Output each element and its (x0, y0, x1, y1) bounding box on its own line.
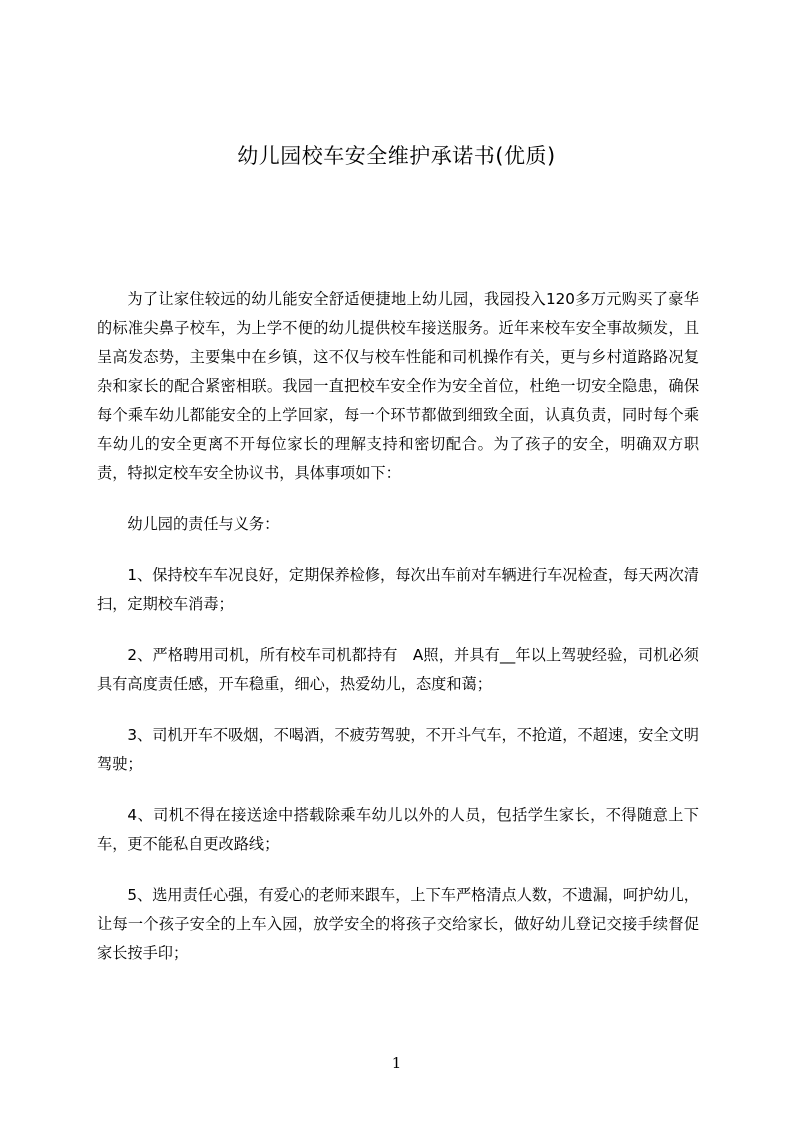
paragraph-gap (97, 488, 699, 510)
paragraph-gap (97, 699, 699, 721)
duty-item-4: 4、司机不得在接送途中搭载除乘车幼儿以外的人员，包括学生家长，不得随意上下车，更不能私自更改路线； (97, 806, 699, 853)
paragraph-gap (97, 619, 699, 641)
paragraph-gap (97, 539, 699, 561)
duty-item-5: 5、选用责任心强，有爱心的老师来跟车，上下车严格清点人数，不遗漏，呵护幼儿，让每一个孩子安全的上车入园，放学安全的将孩子交给家长，做好幼儿登记交接手续督促家长按手印； (97, 886, 699, 962)
document-title: 幼儿园校车安全维护承诺书(优质) (237, 144, 556, 168)
duty-item-1: 1、保持校车车况良好，定期保养检修，每次出车前对车辆进行车况检查，每天两次清扫，定期校车消毒； (97, 566, 699, 613)
paragraph-gap (97, 859, 699, 881)
paragraph-gap (97, 779, 699, 801)
intro-paragraph: 为了让家住较远的幼儿能安全舒适便捷地上幼儿园，我园投入120多万元购买了豪华的标准尖鼻子校车，为上学不便的幼儿提供校车接送服务。近年来校车安全事故频发，且呈高发态势，主要集中在乡镇，这不仅与校车性能和司机操作有关，更与乡村道路路况复杂和家长的配合紧密相联。我园一直把校车安全作为安全首位，杜绝一切安全隐患，确保每个乘车幼儿都能安全的上学回家，每一个环节都做到细致全面，认真负责，同时每个乘车幼儿的安全更离不开每位家长的理解支持和密切配合。为了孩子的安全，明确双方职责，特拟定校车安全协议书，具体事项如下： (97, 290, 699, 482)
duty-item-3: 3、司机开车不吸烟，不喝酒，不疲劳驾驶，不开斗气车，不抢道，不超速，安全文明驾驶； (97, 726, 699, 773)
document-body (97, 285, 699, 968)
section-heading-kindergarten-duties: 幼儿园的责任与义务： (127, 515, 280, 533)
page-number: 1 (391, 1054, 402, 1072)
duty-item-2: 2、严格聘用司机，所有校车司机都持有 A照，并具有__年以上驾驶经验，司机必须具有高度责任感，开车稳重，细心，热爱幼儿，态度和蔼； (97, 646, 699, 693)
